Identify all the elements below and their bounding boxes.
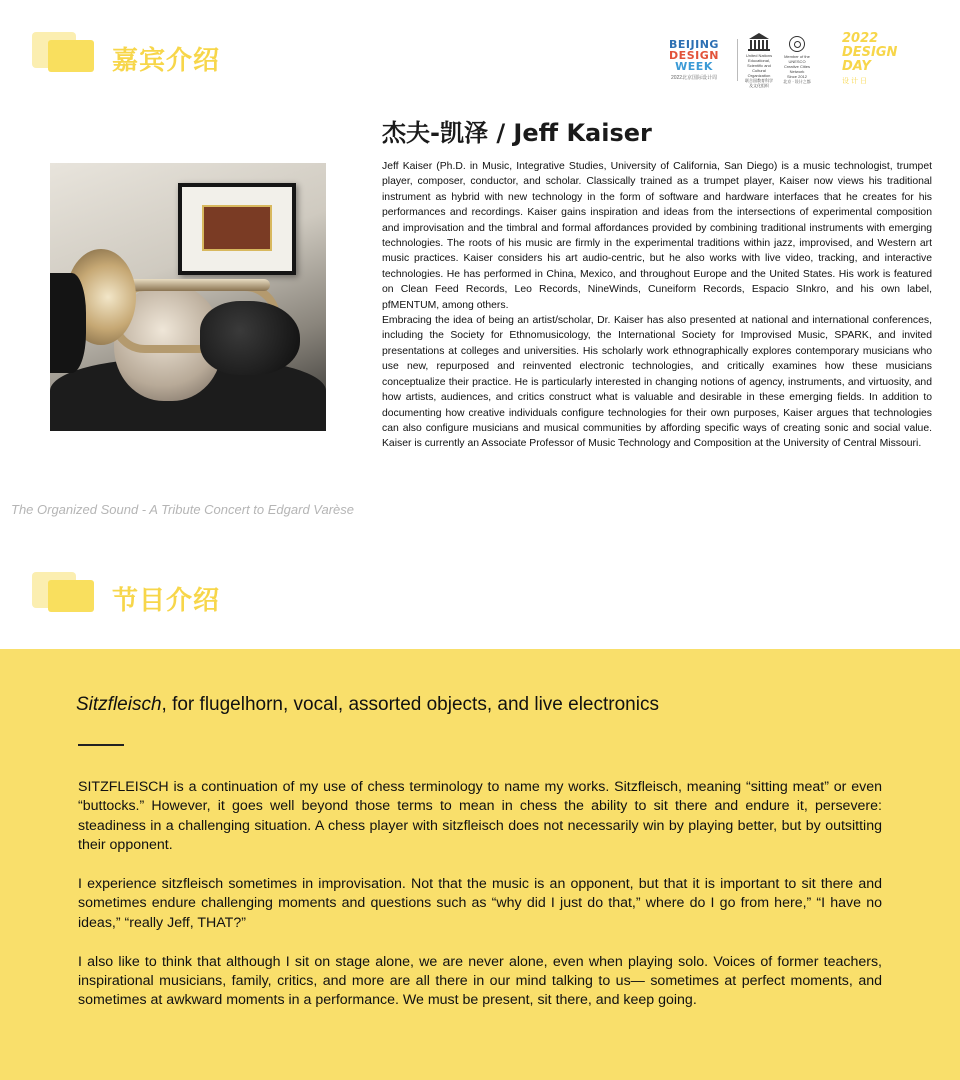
program-section-title: 节目介绍 — [112, 586, 221, 616]
bdw-subtitle: 2022北京国际设计周 — [670, 75, 718, 81]
program-title — [76, 694, 659, 716]
design-day-sub: 设计日 — [842, 77, 869, 85]
photo-wall-frame — [178, 183, 296, 275]
creative-cities-logo — [780, 36, 814, 84]
creative-cities-icon — [789, 36, 805, 52]
ccn-line-1: Member of the UNESCO — [784, 54, 810, 64]
ccn-line-2: Creative Cities Network — [783, 64, 810, 74]
unesco-line-2: Educational, Scientific and — [747, 57, 771, 68]
program-notes — [78, 778, 882, 1030]
unesco-line-3: Cultural Organization — [747, 67, 771, 78]
program-paragraph-1: SITZFLEISCH is a continuation of my use of chess terminology to name my works. Sitzfleisch, meaning “sitting meat” or even “buttocks.” However, it goes well beyond those terms to mean in chess the ability to sit there and endure it, persevere: steadiness in a challenging situation. A chess player with sitzfleisch does not necessarily win by playing better, but by outsitting their opponent. — [78, 779, 882, 854]
unesco-line-4: 联合国教育科学及文化组织 — [745, 77, 773, 88]
partner-logos — [663, 34, 814, 86]
unesco-logo — [744, 33, 774, 88]
design-day-year: 2022 — [842, 31, 879, 46]
bdw-word-3: WEEK — [675, 60, 713, 73]
program-paragraph-3: I also like to think that although I sit on stage alone, we are never alone, even when playing solo. Voices of former teachers, inspirational musicians, family, critics, and more are all there in our mind talking to us— sometimes at perfect moments, and sometimes at awkward moments in a performance. We must be present, sit there, and keep going. — [78, 953, 882, 1009]
ccn-line-4: 北京 · 设计之都 — [783, 79, 811, 84]
design-day-line1: DESIGN — [842, 45, 898, 60]
unesco-line-1: United Nations — [745, 52, 773, 58]
logo-divider — [737, 39, 738, 81]
guest-name: 杰夫-凯泽 / Jeff Kaiser — [382, 119, 652, 147]
unesco-temple-icon — [748, 33, 770, 51]
design-day-line2: DAY — [842, 59, 871, 74]
bio-paragraph-2: Embracing the idea of being an artist/scholar, Dr. Kaiser has also presented at national and international conferences, including the Society for Ethnomusicology, the International Society for Improvised Music, SPARK, and invited presentations at colleges and universities. His scholarly work ethnographically explores contemporary musicians who use new, repurposed and reinvented electronic technologies, and critically examines how these musicians conceptualize their practice. He is particularly interested in changing notions of agency, instruments, and virtuosity, and how artists, audiences, and critics construct what is valuable and desirable in these emerging fields. In addition to documenting how creative individuals configure technologies for their own purposes, Kaiser argues that technologies can also configure musicians and musical communities by affording specific ways of creating sonic and social value. Kaiser is currently an Associate Professor of Music Technology and Composition at the University of Central Missouri. — [382, 315, 932, 450]
guest-photo — [50, 163, 326, 431]
concert-caption: The Organized Sound - A Tribute Concert to Edgard Varèse — [11, 502, 354, 517]
program-title-rest: , for flugelhorn, vocal, assorted objects, and live electronics — [161, 694, 659, 715]
program-paragraph-2: I experience sitzfleisch sometimes in improvisation. Not that the music is an opponent, but that it is important to sit there and sometimes endure challenging moments and questions such as “why did I just do that,” where do I go from here,” “I have no ideas,” “really Jeff, THAT?” — [78, 876, 882, 931]
guest-section-title: 嘉宾介绍 — [112, 46, 221, 76]
bio-paragraph-1: Jeff Kaiser (Ph.D. in Music, Integrative Studies, University of California, San Diego) is a music technologist, trumpet player, composer, conductor, and scholar. Classically trained as a trumpet player, Kaiser now views his traditional instrument as hybrid with new technology in the form of software and hardware interfaces that he creates for his performances and recordings. Kaiser gains inspiration and ideas from the intersections of experimental composition and improvisation and the timbral and formal affordances provided by combining traditional instruments with emerging technologies. The roots of his music are firmly in the experimental traditions within jazz, improvised, and Western art music practices. Kaiser considers his art audio-centric, but he also works with live video, tracking, and interactive technologies. He has performed in China, Mexico, and throughout Europe and the United States. His work is featured on Clean Feed Records, Leo Records, NineWinds, Cuneiform Records, Espacio SInkro, and his own label, pfMENTUM, among others. — [382, 161, 932, 311]
bdw-word-1: BEIJING — [669, 38, 719, 51]
program-title-italic: Sitzfleisch — [76, 694, 162, 715]
beijing-design-week-logo — [663, 39, 725, 81]
design-day-logo — [842, 32, 904, 86]
guest-bio — [382, 159, 932, 452]
program-divider — [78, 744, 124, 746]
ccn-line-3: Since 2012 — [786, 74, 807, 79]
bdw-word-2: DESIGN — [669, 49, 719, 62]
